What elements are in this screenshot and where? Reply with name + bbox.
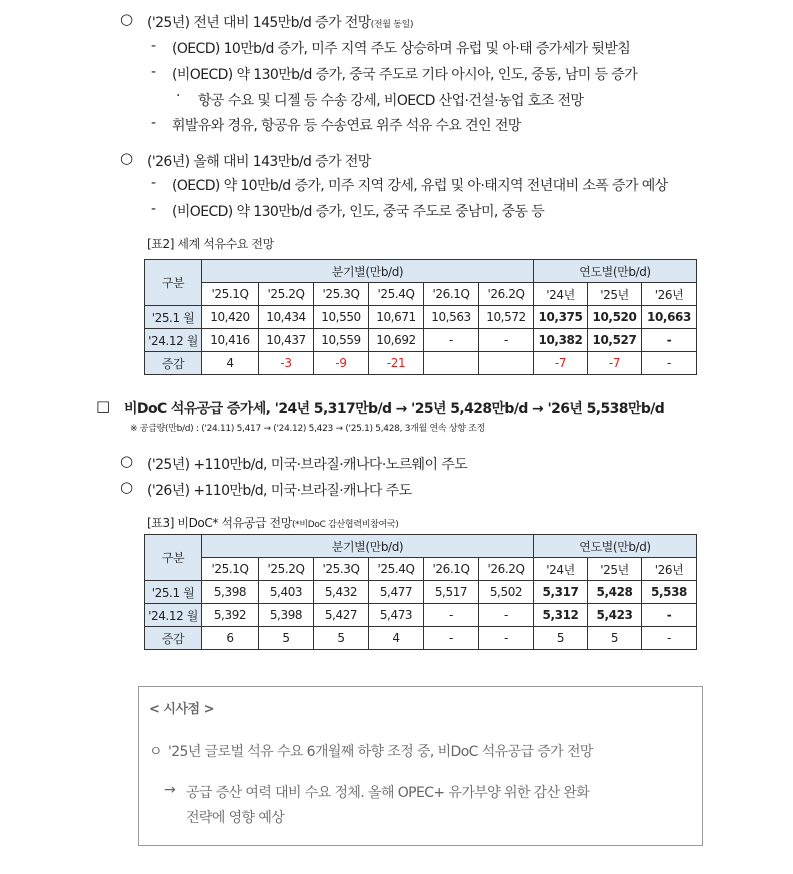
table2-group-quarter: 분기별(만b/d): [202, 260, 534, 283]
table-cell: 5,398: [259, 604, 314, 627]
table-row: [145, 306, 697, 329]
table-cell: -: [479, 627, 534, 650]
row-label: '24.12 월: [145, 329, 202, 352]
table-cell: 5: [314, 627, 369, 650]
table-cell: 5,423: [588, 604, 642, 627]
table2-col-header: '26년: [642, 283, 697, 306]
demand-2026-oecd: (OECD) 약 10만b/d 증가, 미주 지역 강세, 유럽 및 아·태지역 전년대비 소폭 증가 예상: [172, 178, 668, 194]
demand-2025-heading: ('25년) 전년 대비 145만b/d 증가 전망(전월 동일): [147, 15, 414, 31]
table-cell: 5,398: [202, 581, 259, 604]
table-cell: 5,473: [369, 604, 424, 627]
table-cell: 10,563: [424, 306, 479, 329]
item-marker: -: [151, 201, 156, 217]
table3-group-year: 연도별(만b/d): [534, 535, 697, 558]
row-label: 증감: [145, 627, 202, 650]
table-cell: 5,403: [259, 581, 314, 604]
table-cell: 5,312: [534, 604, 588, 627]
table-cell: 5,432: [314, 581, 369, 604]
demand-2026-heading: ('26년) 올해 대비 143만b/d 증가 전망: [147, 154, 371, 170]
table-cell: 10,375: [534, 306, 588, 329]
row-label: '25.1 월: [145, 581, 202, 604]
bullet-circle: ○: [120, 452, 134, 470]
demand-2026-non-oecd: (비OECD) 약 130만b/d 증가, 인도, 중국 주도로 중남미, 중동 등: [172, 204, 545, 220]
table-cell: 5,317: [534, 581, 588, 604]
table-cell: -: [642, 627, 697, 650]
table-cell: 10,420: [202, 306, 259, 329]
table-cell: 4: [369, 627, 424, 650]
table3-col-header: '25.4Q: [369, 558, 424, 581]
demand-2025-sub-note: 항공 수요 및 디젤 등 수송 강세, 비OECD 산업·건설·농업 호조 전망: [198, 93, 584, 109]
item-marker: -: [151, 64, 156, 80]
table3-col-header: '26.2Q: [479, 558, 534, 581]
table-cell: -: [642, 604, 697, 627]
table-cell: -7: [534, 352, 588, 375]
table-cell: 10,692: [369, 329, 424, 352]
table-cell: 10,416: [202, 329, 259, 352]
table2-label-header: 구분: [145, 260, 202, 306]
table3-caption: [표3] 비DoC* 석유공급 전망(*비DoC 감산협력비참여국): [147, 516, 399, 530]
demand-2025-oecd: (OECD) 10만b/d 증가, 미주 지역 주도 상승하며 유럽 및 아·태 증가세가 뒷받침: [172, 41, 631, 57]
table-cell: 10,550: [314, 306, 369, 329]
implications-box: [138, 686, 703, 846]
table3-col-header: '25.1Q: [202, 558, 259, 581]
table-cell: 5,428: [588, 581, 642, 604]
table-row: [145, 627, 697, 650]
table-cell: 10,527: [588, 329, 642, 352]
table-cell: -: [479, 329, 534, 352]
table-cell: 10,663: [642, 306, 697, 329]
table-cell: 10,434: [259, 306, 314, 329]
table-cell: -: [424, 627, 479, 650]
supply-2025: ('25년) +110만b/d, 미국·브라질·캐나다·노르웨이 주도: [147, 457, 468, 473]
row-label: '24.12 월: [145, 604, 202, 627]
table-cell: 10,671: [369, 306, 424, 329]
table3-caption-note: (*비DoC 감산협력비참여국): [291, 520, 399, 530]
table-cell: 10,572: [479, 306, 534, 329]
table2-col-header: '24년: [534, 283, 588, 306]
implications-point: '25년 글로벌 석유 수요 6개월째 하향 조정 중, 비DoC 석유공급 증가 전망: [168, 744, 593, 760]
table-row: [145, 581, 697, 604]
row-label: '25.1 월: [145, 306, 202, 329]
table-row: [145, 329, 697, 352]
table2-world-oil-demand: [144, 259, 697, 375]
table3-group-quarter: 분기별(만b/d): [202, 535, 534, 558]
table-cell: 5: [588, 627, 642, 650]
table-cell: -21: [369, 352, 424, 375]
item-marker: -: [151, 115, 156, 131]
table-cell: 10,382: [534, 329, 588, 352]
bullet-circle: ○: [120, 10, 134, 28]
table-cell: 5,502: [479, 581, 534, 604]
table-row: [145, 604, 697, 627]
arrow-icon: →: [164, 782, 176, 798]
table3-label-header: 구분: [145, 535, 202, 581]
table-cell: -: [424, 604, 479, 627]
table-cell: 5: [534, 627, 588, 650]
table-cell: 5,517: [424, 581, 479, 604]
table2-col-header: '25.2Q: [259, 283, 314, 306]
table-cell: -: [424, 329, 479, 352]
bullet-circle: ○: [120, 149, 134, 167]
table2-col-header: '26.2Q: [479, 283, 534, 306]
table-cell: -: [642, 329, 697, 352]
supply-2026: ('26년) +110만b/d, 미국·브라질·캐나다 주도: [147, 483, 412, 499]
table-row: [145, 352, 697, 375]
table-cell: -: [642, 352, 697, 375]
demand-2025-transport: 휘발유와 경유, 항공유 등 수송연료 위주 석유 수요 견인 전망: [172, 118, 521, 134]
table-cell: 5: [259, 627, 314, 650]
item-marker: -: [151, 175, 156, 191]
demand-2025-non-oecd: (비OECD) 약 130만b/d 증가, 중국 주도로 기타 아시아, 인도, 중동, 남미 등 증가: [172, 67, 638, 83]
table3-col-header: '26.1Q: [424, 558, 479, 581]
row-label: 증감: [145, 352, 202, 375]
table3-non-doc-supply: [144, 534, 697, 650]
table3-col-header: '25.2Q: [259, 558, 314, 581]
table-cell: [424, 352, 479, 375]
table2-col-header: '25년: [588, 283, 642, 306]
item-marker: -: [151, 38, 156, 54]
bullet-square: □: [96, 397, 111, 415]
table2-col-header: '25.1Q: [202, 283, 259, 306]
table2-group-year: 연도별(만b/d): [534, 260, 697, 283]
implications-title: < 시사점 >: [149, 702, 215, 717]
table2-col-header: '25.3Q: [314, 283, 369, 306]
table-cell: 10,437: [259, 329, 314, 352]
demand-2025-heading-note: (전월 동일): [370, 20, 414, 30]
implications-sub-line2: 전략에 영향 예상: [186, 810, 285, 826]
table-cell: 10,559: [314, 329, 369, 352]
table-cell: -7: [588, 352, 642, 375]
table-cell: 5,477: [369, 581, 424, 604]
table3-col-header: '26년: [642, 558, 697, 581]
table3-col-header: '25.3Q: [314, 558, 369, 581]
table-cell: 5,392: [202, 604, 259, 627]
table-cell: -9: [314, 352, 369, 375]
table3-col-header: '25년: [588, 558, 642, 581]
table-cell: 10,520: [588, 306, 642, 329]
supply-heading: 비DoC 석유공급 증가세, '24년 5,317만b/d → '25년 5,428만b/d → '26년 5,538만b/d: [124, 401, 665, 417]
table-cell: 5,538: [642, 581, 697, 604]
bullet-circle: ○: [120, 478, 134, 496]
supply-note: ※ 공급량(만b/d) : ('24.11) 5,417 → ('24.12) 5,423 → ('25.1) 5,428, 3개월 연속 상향 조정: [130, 424, 485, 434]
implications-bullet: ㅇ: [149, 744, 162, 760]
table-cell: [479, 352, 534, 375]
table3-col-header: '24년: [534, 558, 588, 581]
table-cell: -3: [259, 352, 314, 375]
table-cell: 5,427: [314, 604, 369, 627]
table2-col-header: '26.1Q: [424, 283, 479, 306]
table2-col-header: '25.4Q: [369, 283, 424, 306]
item-marker: ·: [176, 88, 180, 104]
table-cell: 6: [202, 627, 259, 650]
table-cell: 4: [202, 352, 259, 375]
implications-sub-line1: 공급 증산 여력 대비 수요 정체. 올해 OPEC+ 유가부양 위한 감산 완화: [186, 785, 590, 801]
table-cell: -: [479, 604, 534, 627]
table2-caption: [표2] 세계 석유수요 전망: [147, 237, 274, 251]
